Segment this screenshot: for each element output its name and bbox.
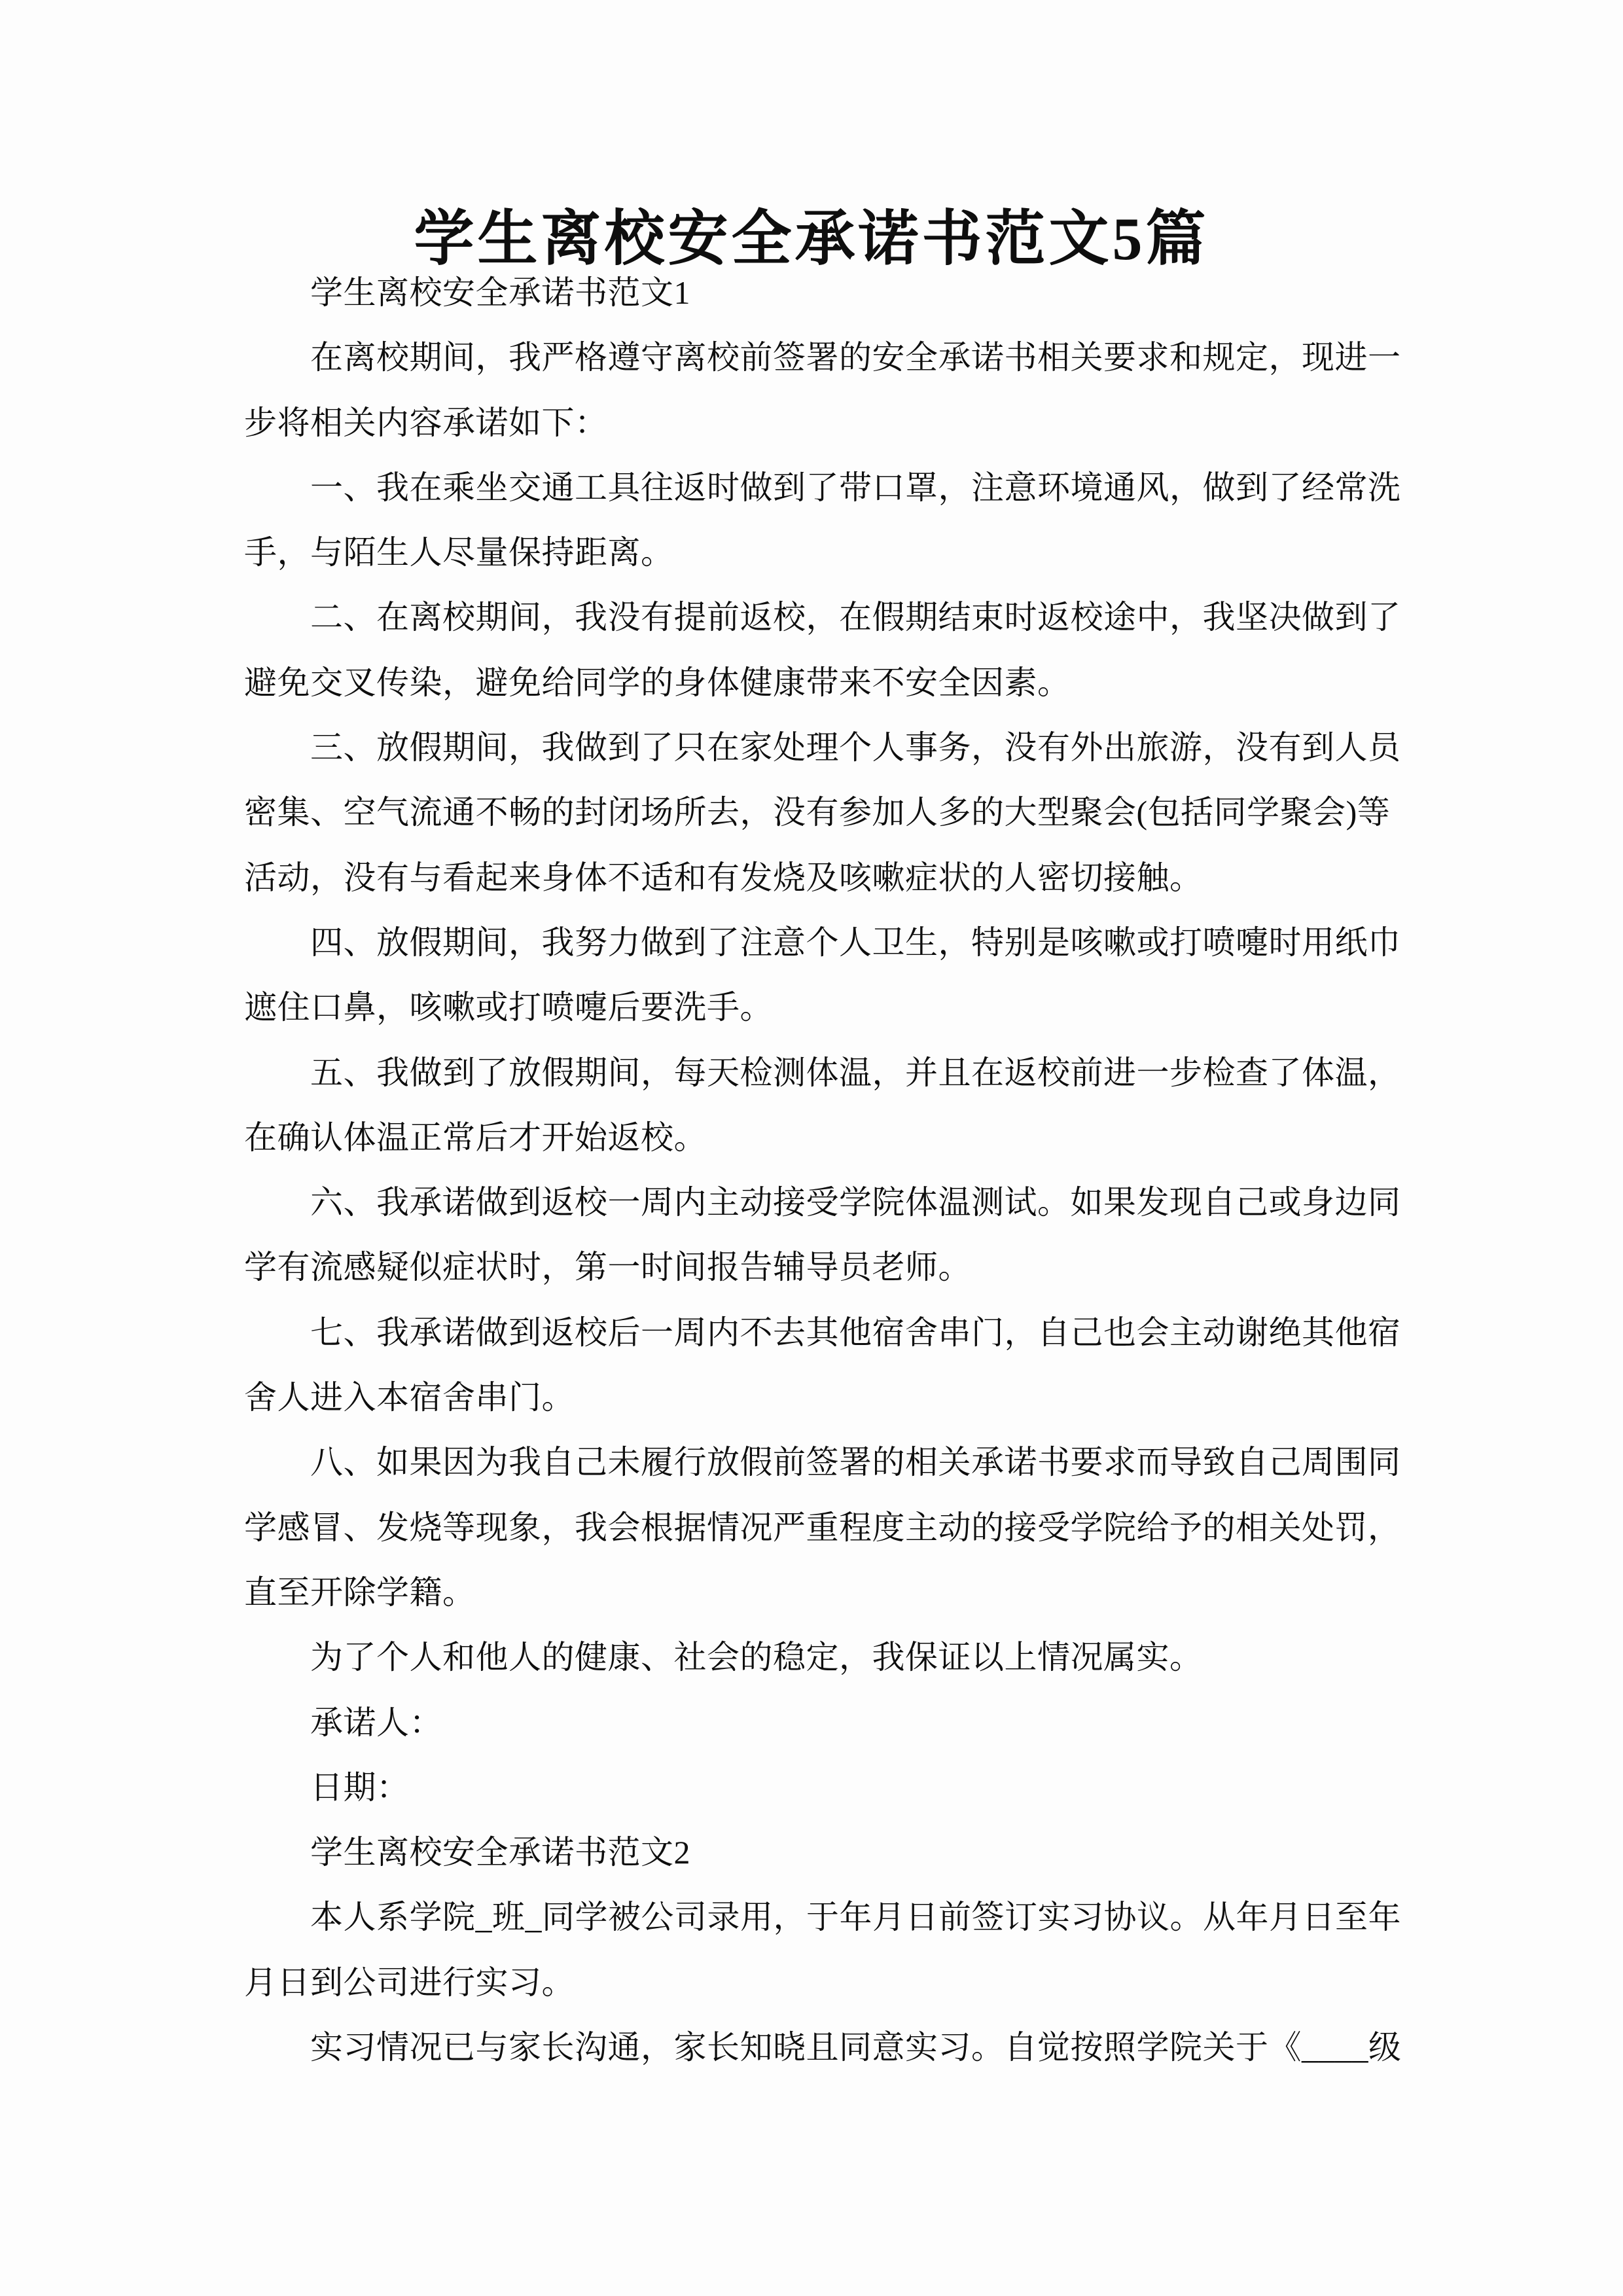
text-line: 步将相关内容承诺如下： bbox=[244, 404, 608, 441]
page-title: 学生离校安全承诺书范文5篇 bbox=[414, 206, 1209, 272]
text-line: 本人系学院_班_同学被公司录用，于年月日前签订实习协议。从年月日至年 bbox=[310, 1899, 1401, 1936]
text-line: 手，与陌生人尽量保持距离。 bbox=[244, 534, 674, 571]
text-line: 承诺人： bbox=[310, 1704, 442, 1741]
text-line: 七、我承诺做到返校后一周内不去其他宿舍串门，自己也会主动谢绝其他宿 bbox=[310, 1314, 1401, 1351]
text-line: 活动，没有与看起来身体不适和有发烧及咳嗽症状的人密切接触。 bbox=[244, 859, 1203, 896]
text-line: 八、如果因为我自己未履行放假前签署的相关承诺书要求而导致自己周围同 bbox=[310, 1444, 1401, 1481]
text-line: 遮住口鼻，咳嗽或打喷嚏后要洗手。 bbox=[244, 989, 773, 1026]
document-body bbox=[244, 260, 1402, 2080]
text-line: 学生离校安全承诺书范文2 bbox=[310, 1834, 690, 1871]
text-line: 在离校期间，我严格遵守离校前签署的安全承诺书相关要求和规定，现进一 bbox=[310, 339, 1401, 376]
text-line: 三、放假期间，我做到了只在家处理个人事务，没有外出旅游，没有到人员 bbox=[310, 729, 1401, 766]
text-line: 密集、空气流通不畅的封闭场所去，没有参加人多的大型聚会(包括同学聚会)等 bbox=[244, 794, 1391, 831]
text-line: 一、我在乘坐交通工具往返时做到了带口罩，注意环境通风，做到了经常洗 bbox=[310, 469, 1401, 506]
text-line: 学生离校安全承诺书范文1 bbox=[310, 274, 690, 311]
text-line: 在确认体温正常后才开始返校。 bbox=[244, 1119, 707, 1156]
text-line: 实习情况已与家长沟通，家长知晓且同意实习。自觉按照学院关于《____级 bbox=[310, 2029, 1402, 2066]
text-line: 学有流感疑似症状时，第一时间报告辅导员老师。 bbox=[244, 1249, 971, 1286]
text-line: 六、我承诺做到返校一周内主动接受学院体温测试。如果发现自己或身边同 bbox=[310, 1184, 1401, 1221]
text-line: 月日到公司进行实习。 bbox=[244, 1964, 575, 2001]
text-line: 五、我做到了放假期间，每天检测体温，并且在返校前进一步检查了体温， bbox=[310, 1054, 1401, 1091]
text-line: 日期： bbox=[310, 1768, 410, 1806]
text-line: 为了个人和他人的健康、社会的稳定，我保证以上情况属实。 bbox=[310, 1639, 1203, 1676]
text-line: 舍人进入本宿舍串门。 bbox=[244, 1379, 575, 1416]
text-line: 二、在离校期间，我没有提前返校，在假期结束时返校途中，我坚决做到了 bbox=[310, 599, 1401, 636]
text-line: 避免交叉传染，避免给同学的身体健康带来不安全因素。 bbox=[244, 664, 1071, 701]
text-line: 直至开除学籍。 bbox=[244, 1573, 476, 1611]
text-line: 四、放假期间，我努力做到了注意个人卫生，特别是咳嗽或打喷嚏时用纸巾 bbox=[310, 924, 1401, 961]
text-line: 学感冒、发烧等现象，我会根据情况严重程度主动的接受学院给予的相关处罚， bbox=[244, 1509, 1401, 1546]
